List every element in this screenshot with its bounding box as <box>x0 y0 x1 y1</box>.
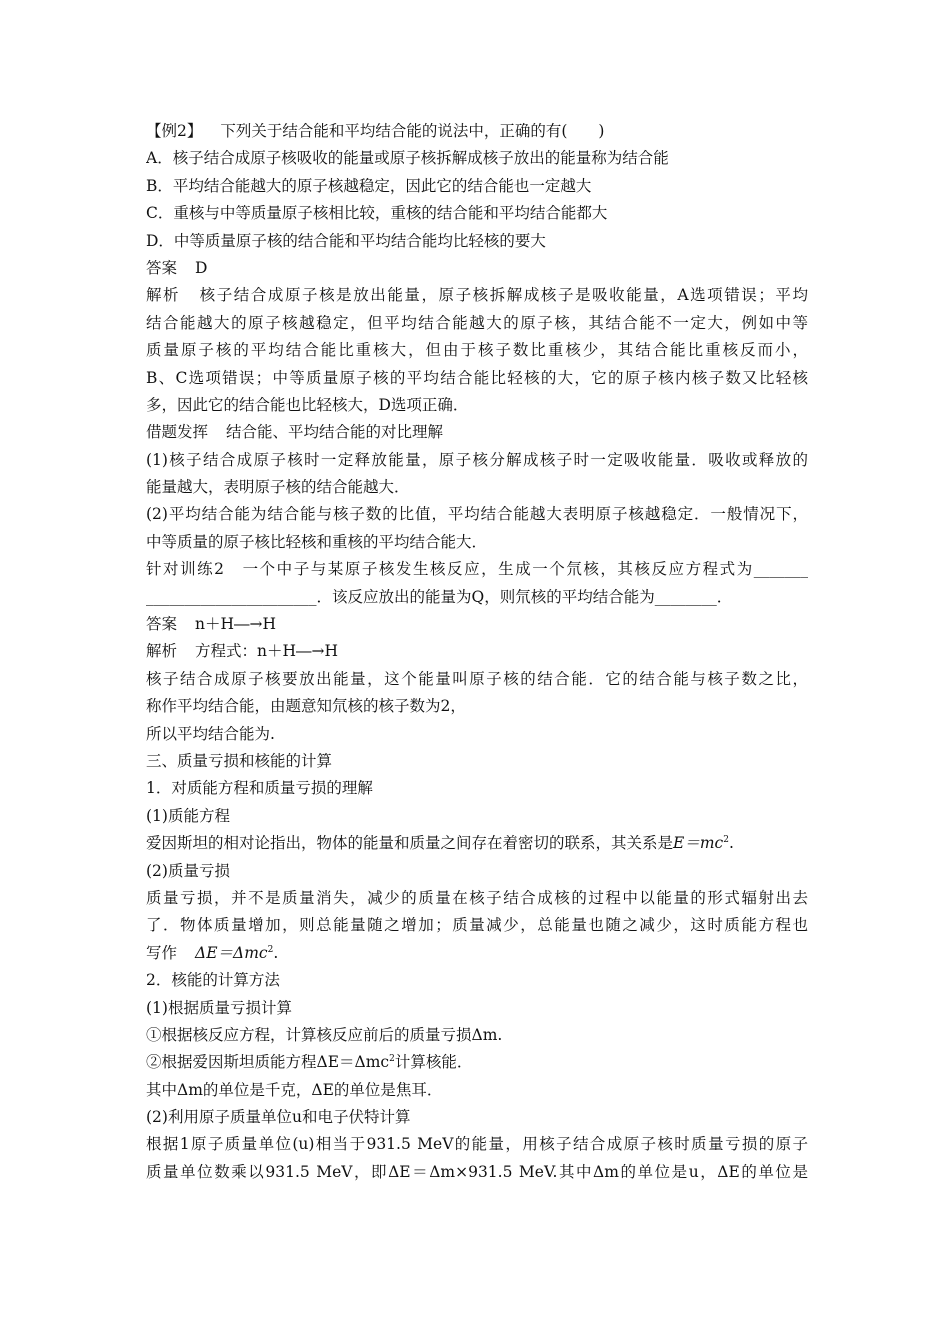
delta-equation-line: 写作 ΔE＝Δmc$^2$. <box>146 943 279 962</box>
units-line: 其中Δm的单位是千克，ΔE的单位是焦耳． <box>146 1080 443 1099</box>
body-text-line: 质量亏损，并不是质量消失，减少的质量在核子结合成核的过程中以能量的形式辐射出去 <box>146 888 808 907</box>
exercise-2-cont: ______________________．该反应放出的能量为Q，则氘核的平均结合能为________． <box>146 587 733 606</box>
body-text-line: 根据1原子质量单位(u)相当于931.5 MeV的能量，用核子结合成原子核时质量亏损的原子 <box>146 1135 808 1154</box>
step-2: ②根据爱因斯坦质能方程ΔE＝Δmc$^2$计算核能． <box>146 1053 473 1072</box>
item-heading: (2)利用原子质量单位u和电子伏特计算 <box>146 1108 411 1127</box>
analysis-text-line: 所以平均结合能为. <box>146 724 275 743</box>
tip-point-2-cont: 中等质量的原子核比轻核和重核的平均结合能大． <box>146 532 488 551</box>
analysis-line: 解析 方程式：n＋H―→H <box>146 642 339 661</box>
analysis-text-line: 多，因此它的结合能也比轻核大，D选项正确． <box>146 395 469 414</box>
example-2-heading: 【例2】 下列关于结合能和平均结合能的说法中，正确的有( ) <box>146 122 605 140</box>
analysis-text-line: 质量原子核的平均结合能比重核大，但由于核子数比重核少，其结合能比重核反而小， <box>146 341 808 360</box>
body-text-line: 了．物体质量增加，则总能量随之增加；质量减少，总能量也随之减少，这时质能方程也 <box>146 916 808 935</box>
tip-point-1: (1)核子结合成原子核时一定释放能量，原子核分解成核子时一定吸收能量．吸收或释放的 <box>146 450 808 469</box>
tip-point-1-cont: 能量越大，表明原子核的结合能越大． <box>146 478 410 497</box>
analysis-line: 解析 核子结合成原子核是放出能量，原子核拆解成核子是吸收能量，A选项错误；平均 <box>146 286 808 305</box>
subsection-2-heading: 2．核能的计算方法 <box>146 971 280 990</box>
analysis-text-line: 核子结合成原子核要放出能量，这个能量叫原子核的结合能．它的结合能与核子数之比， <box>146 669 808 688</box>
item-heading: (2)质量亏损 <box>146 861 230 880</box>
analysis-text-line: B、C选项错误；中等质量原子核的平均结合能比轻核的大，它的原子核内核子数又比轻核 <box>146 368 808 387</box>
option-b: B．平均结合能越大的原子核越稳定，因此它的结合能也一定越大 <box>146 176 592 195</box>
step-1: ①根据核反应方程，计算核反应前后的质量亏损Δm. <box>146 1025 503 1044</box>
subsection-1-heading: 1．对质能方程和质量亏损的理解 <box>146 779 373 798</box>
document-page <box>146 118 808 1186</box>
body-text-line: 质量单位数乘以931.5 MeV，即ΔE＝Δm×931.5 MeV.其中Δm的单位是u，ΔE的单位是 <box>146 1162 808 1181</box>
mass-energy-equation-line: 爱因斯坦的相对论指出，物体的能量和质量之间存在着密切的联系，其关系是$E=mc^2$. <box>146 834 734 853</box>
option-a: A．核子结合成原子核吸收的能量或原子核拆解成核子放出的能量称为结合能 <box>146 149 669 168</box>
analysis-text-line: 称作平均结合能，由题意知氘核的核子数为2， <box>146 697 466 716</box>
answer-line: 答案 D <box>146 258 208 277</box>
analysis-text-line: 结合能越大的原子核越稳定，但平均结合能越大的原子核，其结合能不一定大，例如中等 <box>146 313 808 332</box>
option-c: C．重核与中等质量原子核相比较，重核的结合能和平均结合能都大 <box>146 204 608 223</box>
answer-line: 答案 n＋H―→H <box>146 615 277 634</box>
item-heading: (1)质能方程 <box>146 806 230 825</box>
item-heading: (1)根据质量亏损计算 <box>146 998 292 1017</box>
exercise-2: 针对训练2 一个中子与某原子核发生核反应，生成一个氘核，其核反应方程式为_______ <box>146 560 808 579</box>
section-3-heading: 三、质量亏损和核能的计算 <box>146 751 333 770</box>
tip-heading: 借题发挥 结合能、平均结合能的对比理解 <box>146 423 444 442</box>
option-d: D．中等质量原子核的结合能和平均结合能均比轻核的要大 <box>146 231 546 250</box>
tip-point-2: (2)平均结合能为结合能与核子数的比值，平均结合能越大表明原子核越稳定．一般情况下， <box>146 505 808 524</box>
